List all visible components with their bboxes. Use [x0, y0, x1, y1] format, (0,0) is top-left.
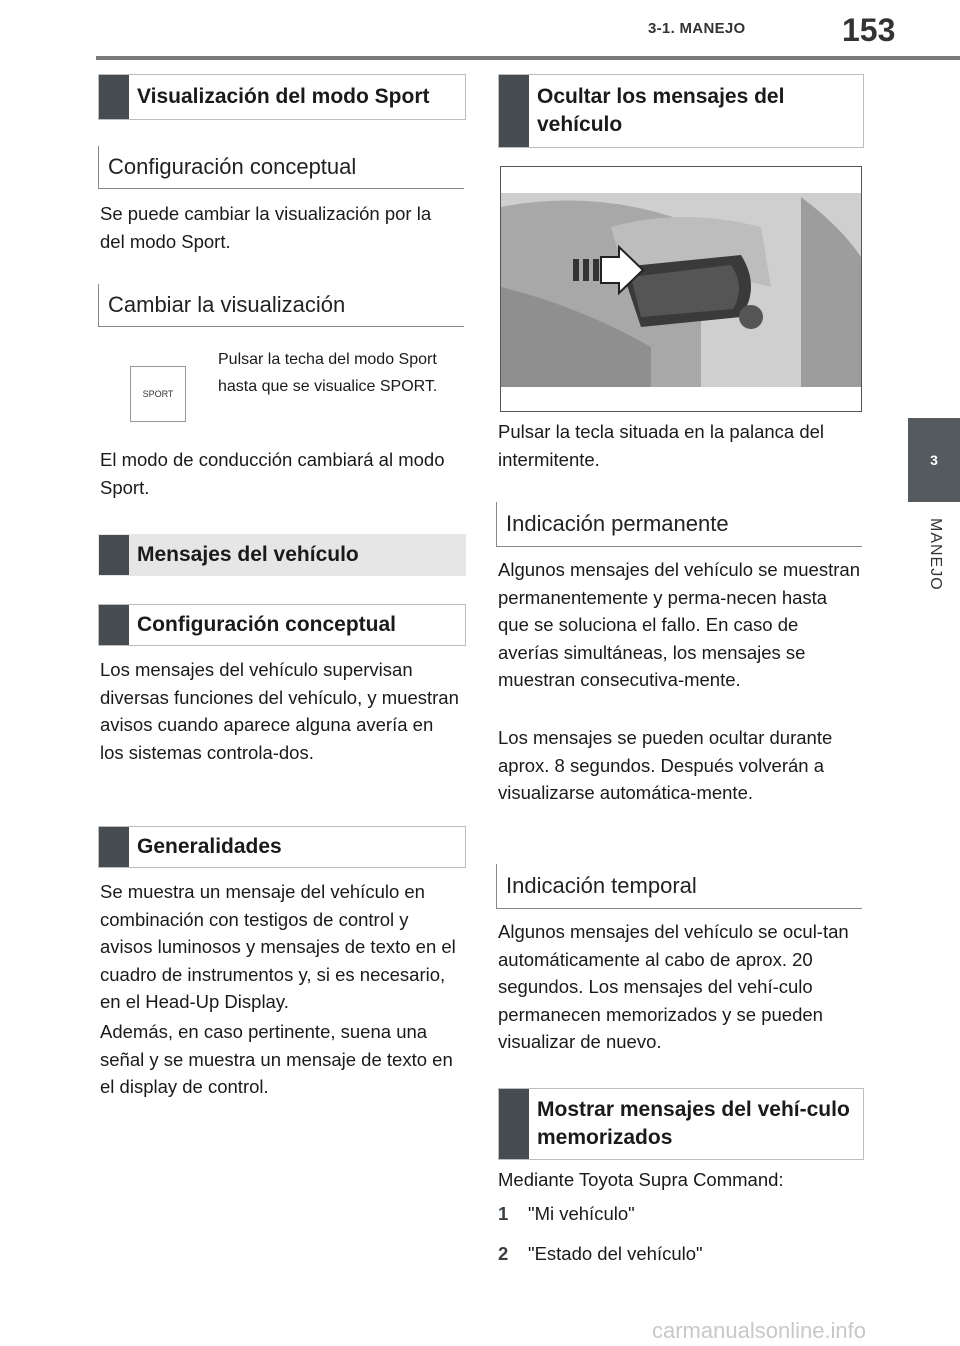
paragraph-temporary: Algunos mensajes del vehículo se ocul-tan automáticamente al cabo de aprox. 20 segundos. Los mensajes del vehí-culo permanecen memorizados y se pueden visualizar de nuevo.: [498, 921, 849, 1052]
heading-bar: [99, 535, 129, 575]
heading-bar: [99, 827, 129, 867]
step-number: 2: [498, 1243, 509, 1264]
step-number: 1: [498, 1203, 509, 1224]
sport-instruction: Pulsar la techa del modo Sport hasta que se visualice SPORT.: [218, 351, 438, 395]
heading-sport-display: Visualización del modo Sport: [98, 74, 466, 120]
step-1: [498, 1200, 862, 1228]
heading-concept-messages: Configuración conceptual: [98, 604, 466, 646]
paragraph-permanent-2: Los mensajes se pueden ocultar durante aprox. 8 segundos. Después volverán a visualizarse automática-mente.: [498, 727, 833, 803]
heading-bar: [499, 1089, 529, 1159]
heading-bar: [499, 75, 529, 147]
sport-button-icon: SPORT: [130, 366, 186, 422]
subheading-concept: Configuración conceptual: [98, 146, 464, 189]
step-text: "Estado del vehículo": [528, 1243, 703, 1264]
lever-illustration-svg: [501, 167, 861, 411]
heading-show-stored: Mostrar mensajes del vehí-culo memorizados: [498, 1088, 864, 1160]
section-title: 3-1. MANEJO: [648, 20, 746, 37]
heading-hide-messages: Ocultar los mensajes del vehículo: [498, 74, 864, 148]
heading-general: Generalidades: [98, 826, 466, 868]
paragraph-general-1: Se muestra un mensaje del vehículo en combinación con testigos de control y avisos luminosos y mensajes de texto en el cuadro de instrumentos y, si es necesario, en el Head-Up Display.: [100, 881, 456, 1012]
chapter-tab: 3: [908, 418, 960, 502]
page-number: 153: [842, 12, 896, 48]
header-divider: [96, 56, 960, 60]
paragraph-sport-intro: Se puede cambiar la visualización por la del modo Sport.: [100, 203, 432, 252]
paragraph-messages-concept: Los mensajes del vehículo supervisan diversas funciones del vehículo, y muestran avisos cuando aparece alguna avería en los sistemas controla-dos.: [100, 659, 459, 763]
heading-bar: [99, 605, 129, 645]
step-text: "Mi vehículo": [528, 1203, 635, 1224]
paragraph-general-2: Además, en caso pertinente, suena una señal y se muestra un mensaje de texto en el display de control.: [100, 1021, 453, 1097]
paragraph-permanent-1: Algunos mensajes del vehículo se muestran permanentemente y perma-necen hasta que se soluciona el fallo. En caso de averías simultáneas, los mensajes se muestran consecutiva-mente.: [498, 559, 860, 690]
paragraph-command: Mediante Toyota Supra Command:: [498, 1169, 784, 1190]
turn-signal-lever-illustration: [500, 166, 862, 412]
watermark: carmanualsonline.info: [652, 1318, 867, 1343]
subheading-temporary: Indicación temporal: [496, 864, 862, 909]
subheading-change-display: Cambiar la visualización: [98, 284, 464, 327]
paragraph-press-key: Pulsar la tecla situada en la palanca del intermitente.: [498, 421, 825, 470]
heading-vehicle-messages: Mensajes del vehículo: [98, 534, 466, 576]
subheading-permanent: Indicación permanente: [496, 502, 862, 547]
heading-bar: [99, 75, 129, 119]
chapter-label: MANEJO: [927, 518, 944, 591]
step-2: [498, 1240, 862, 1268]
paragraph-sport-result: El modo de conducción cambiará al modo Sport.: [100, 449, 445, 498]
